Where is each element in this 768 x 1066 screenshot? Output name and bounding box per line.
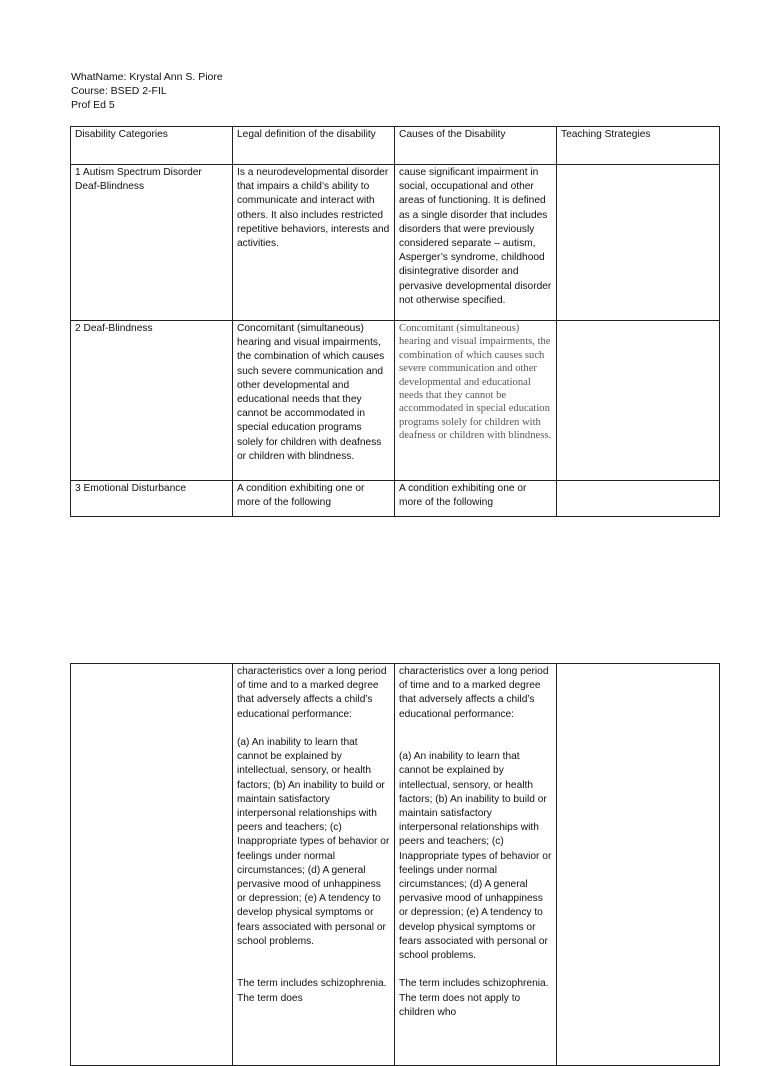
- strategies-cell: [557, 664, 720, 1066]
- student-name: WhatName: Krystal Ann S. Piore: [71, 71, 223, 83]
- table-row: [71, 481, 720, 517]
- subject-label: Prof Ed 5: [71, 99, 115, 112]
- table-row: [71, 664, 720, 1066]
- causes-cell: A condition exhibiting one or more of the following: [395, 481, 557, 517]
- definition-cell: Is a neurodevelopmental disorder that impairs a child’s ability to communicate and interact with others. It also includes restricted repetitive behaviors, interests and activities.: [233, 165, 395, 321]
- definition-cell: characteristics over a long period of time and to a marked degree that adversely affects a child’s educational performance: (a) An inability to learn that cannot be explained by intellectual, sensory, or health factors; (b) An inability to build or maintain satisfactory interpersonal relationships with peers and teachers; (c) Inappropriate types of behavior or feelings under normal circumstances; (d) A general pervasive mood of unhappiness or depression; (e) A tendency to develop physical symptoms or fears associated with personal or school problems. The term includes schizophrenia. The term does: [233, 664, 395, 1066]
- column-header-categories: Disability Categories: [71, 127, 233, 165]
- table-header-row: [71, 127, 720, 165]
- strategies-cell: [557, 321, 720, 481]
- table-row: [71, 165, 720, 321]
- column-header-causes: Causes of the Disability: [395, 127, 557, 165]
- causes-cell: Concomitant (simultaneous) hearing and visual impairments, the combination of which causes such severe communication and other developmental and educational needs that they cannot be accommodated in special education programs solely for children with deafness or children with blindness.: [395, 321, 557, 481]
- definition-cell: Concomitant (simultaneous) hearing and visual impairments, the combination of which causes such severe communication and other developmental and educational needs that they cannot be accommodated in special education programs solely for children with deafness or children with blindness.: [233, 321, 395, 481]
- definition-cell: A condition exhibiting one or more of the following: [233, 481, 395, 517]
- table-row: [71, 321, 720, 481]
- causes-cell: characteristics over a long period of time and to a marked degree that adversely affects a child’s educational performance: (a) An inability to learn that cannot be explained by intellectual, sensory, or health factors; (b) An inability to build or maintain satisfactory interpersonal relationships with peers and teachers; (c) Inappropriate types of behavior or feelings under normal circumstances; (d) A general pervasive mood of unhappiness or depression; (e) A tendency to develop physical symptoms or fears associated with personal or school problems. The term includes schizophrenia. The term does not apply to children who: [395, 664, 557, 1066]
- causes-cell: cause significant impairment in social, occupational and other areas of functioning. It is defined as a single disorder that includes disorders that were previously considered separate – autism, Asperger’s syndrome, childhood disintegrative disorder and pervasive developmental disorder not otherwise specified.: [395, 165, 557, 321]
- student-info-header: [71, 70, 223, 113]
- category-cell: [71, 664, 233, 1066]
- course-label: Course: BSED 2-FIL: [71, 85, 167, 98]
- column-header-legal-definition: Legal definition of the disability: [233, 127, 395, 165]
- category-cell: 3 Emotional Disturbance: [71, 481, 233, 517]
- strategies-cell: [557, 165, 720, 321]
- disability-table: [70, 126, 720, 517]
- strategies-cell: [557, 481, 720, 517]
- category-cell: 2 Deaf-Blindness: [71, 321, 233, 481]
- disability-table-continued: [70, 663, 720, 1066]
- category-cell: 1 Autism Spectrum Disorder Deaf-Blindness: [71, 165, 233, 321]
- column-header-teaching-strategies: Teaching Strategies: [557, 127, 720, 165]
